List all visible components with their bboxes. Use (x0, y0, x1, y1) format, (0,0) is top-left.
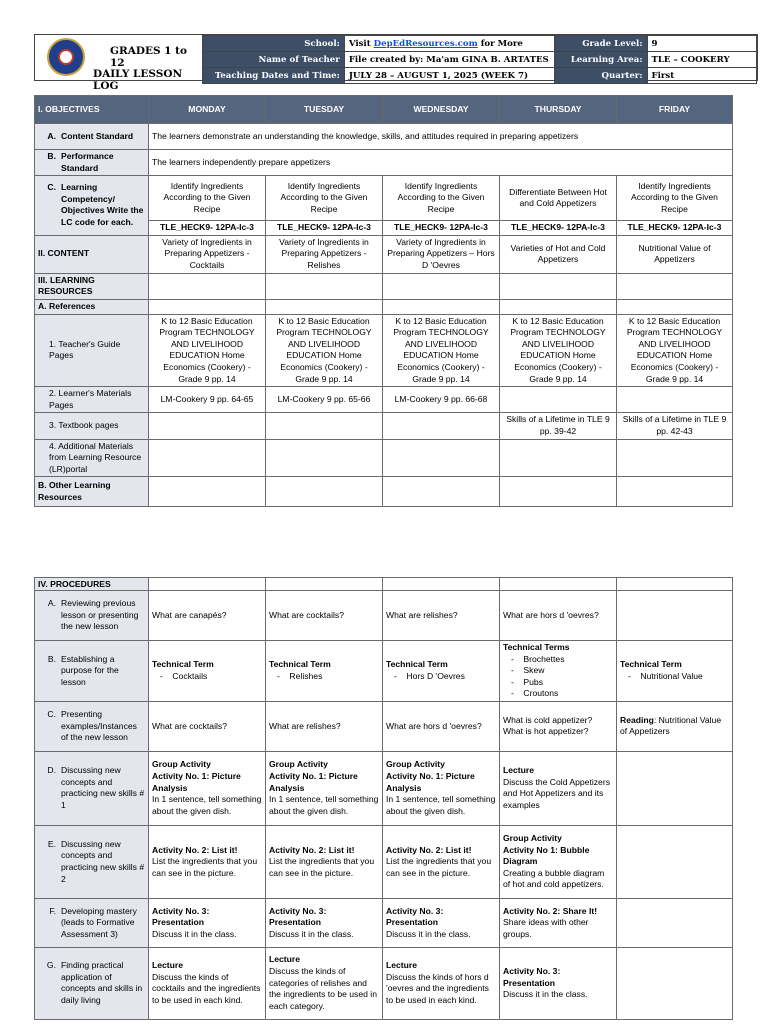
procedure-f-thu: Activity No. 2: Share It! Share ideas with other groups. (500, 898, 617, 947)
procedures-label: IV. PROCEDURES (35, 578, 149, 591)
day-tuesday: TUESDAY (266, 96, 383, 124)
dates-label: Teaching Dates and Time: (203, 68, 345, 84)
procedure-d-mon: Group Activity Activity No. 1: Picture Analysis In 1 sentence, tell something about the given dish. (149, 751, 266, 825)
textbook-pages-label: 3. Textbook pages (35, 413, 149, 439)
procedure-g-thu: Activity No. 3: Presentation Discuss it in the class. (500, 947, 617, 1019)
competency-label: C. Learning Competency/ Objectives Write the LC code for each. (35, 176, 149, 236)
textbook-fri: Skills of a Lifetime in TLE 9 pp. 42-43 (617, 413, 733, 439)
content-fri: Nutritional Value of Appetizers (617, 235, 733, 273)
procedure-b-tue: Technical Term - Relishes (266, 641, 383, 702)
lc-code-mon: TLE_HECK9- 12PA-Ic-3 (149, 221, 266, 236)
procedure-a-thu: What are hors d 'oevres? (500, 591, 617, 641)
textbook-wed (383, 413, 500, 439)
teachers-guide-tue: K to 12 Basic Education Program TECHNOLOGY AND LIVELIHOOD EDUCATION Home Economics (Cookery) - Grade 9 pp. 14 (266, 314, 383, 387)
competency-wed: Identify Ingredients According to the Given Recipe (383, 176, 500, 221)
empty-cell (617, 751, 733, 825)
teachers-guide-wed: K to 12 Basic Education Program TECHNOLOGY AND LIVELIHOOD EDUCATION Home Economics (Cookery) - Grade 9 pp. 14 (383, 314, 500, 387)
content-standard-label: A. Content Standard (35, 124, 149, 150)
teacher-value: File created by: Ma'am GINA B. ARTATES (344, 52, 554, 68)
competency-fri: Identify Ingredients According to the Given Recipe (617, 176, 733, 221)
procedure-g-mon: Lecture Discuss the kinds of cocktails and the ingredients to be used in each kind. (149, 947, 266, 1019)
competency-tue: Identify Ingredients According to the Given Recipe (266, 176, 383, 221)
empty-cell (149, 578, 266, 591)
quarter-value: First (647, 68, 757, 84)
empty-cell (383, 273, 500, 299)
procedure-d-tue: Group Activity Activity No. 1: Picture Analysis In 1 sentence, tell something about the given dish. (266, 751, 383, 825)
procedure-c-fri: Reading: Nutritional Value of Appetizers (617, 701, 733, 751)
empty-cell (383, 299, 500, 314)
procedure-b-fri: Technical Term - Nutritional Value (617, 641, 733, 702)
teachers-guide-thu: K to 12 Basic Education Program TECHNOLOGY AND LIVELIHOOD EDUCATION Home Economics (Cookery) - Grade 9 pp. 14 (500, 314, 617, 387)
procedure-c-mon: What are cocktails? (149, 701, 266, 751)
day-friday: FRIDAY (617, 96, 733, 124)
procedure-a-tue: What are cocktails? (266, 591, 383, 641)
empty-cell (500, 299, 617, 314)
procedure-e-wed: Activity No. 2: List it! List the ingredients that you can see in the picture. (383, 825, 500, 898)
school-value (344, 36, 554, 52)
procedure-a-wed: What are relishes? (383, 591, 500, 641)
learning-area-label: Learning Area: (554, 52, 647, 68)
teachers-guide-label: 1. Teacher's Guide Pages (35, 314, 149, 387)
lc-code-wed: TLE_HECK9- 12PA-Ic-3 (383, 221, 500, 236)
day-monday: MONDAY (149, 96, 266, 124)
header-title-block (35, 35, 202, 92)
procedure-a-fri (617, 591, 733, 641)
school-prefix: Visit (348, 38, 374, 49)
procedure-f-wed: Activity No. 3: Presentation Discuss it in the class. (383, 898, 500, 947)
content-standard-text: The learners demonstrate an understanding the knowledge, skills, and attitudes required in preparing appetizers (149, 124, 733, 150)
performance-standard-text: The learners independently prepare appetizers (149, 150, 733, 176)
learners-materials-mon: LM-Cookery 9 pp. 64-65 (149, 387, 266, 413)
objectives-table (34, 95, 733, 507)
lc-code-tue: TLE_HECK9- 12PA-Ic-3 (266, 221, 383, 236)
dates-value: JULY 28 – AUGUST 1, 2025 (WEEK 7) (344, 68, 554, 84)
procedure-f-label: F. Developing mastery (leads to Formative Assessment 3) (35, 898, 149, 947)
content-tue: Variety of Ingredients in Preparing Appetizers - Relishes (266, 235, 383, 273)
procedure-c-thu: What is cold appetizer? What is hot appetizer? (500, 701, 617, 751)
teachers-guide-mon: K to 12 Basic Education Program TECHNOLOGY AND LIVELIHOOD EDUCATION Home Economics (Cookery) - Grade 9 pp. 14 (149, 314, 266, 387)
empty-cell (617, 947, 733, 1019)
other-resources-label: B. Other Learning Resources (35, 477, 149, 507)
procedure-e-thu: Group Activity Activity No 1: Bubble Diagram Creating a bubble diagram of hot and cold appetizers. (500, 825, 617, 898)
lc-code-fri: TLE_HECK9- 12PA-Ic-3 (617, 221, 733, 236)
day-wednesday: WEDNESDAY (383, 96, 500, 124)
procedure-g-tue: Lecture Discuss the kinds of categories of relishes and the ingredients to be used in each category. (266, 947, 383, 1019)
teachers-guide-fri: K to 12 Basic Education Program TECHNOLOGY AND LIVELIHOOD EDUCATION Home Economics (Cookery) - Grade 9 pp. 14 (617, 314, 733, 387)
header-info-grid (202, 35, 757, 84)
empty-cell (617, 299, 733, 314)
empty-cell (149, 299, 266, 314)
header-block (34, 34, 758, 92)
procedure-a-mon: What are canapés? (149, 591, 266, 641)
depedresources-link[interactable]: DepEdResources.com (373, 38, 478, 49)
empty-cell (617, 825, 733, 898)
header-title-dll: DAILY LESSON LOG (93, 68, 183, 92)
procedure-b-mon: Technical Term - Cocktails (149, 641, 266, 702)
learners-materials-label: 2. Learner's Materials Pages (35, 387, 149, 413)
procedure-e-tue: Activity No. 2: List it! List the ingredients that you can see in the picture. (266, 825, 383, 898)
procedure-g-label: G. Finding practical application of concepts and skills in daily living (35, 947, 149, 1019)
procedure-f-tue: Activity No. 3: Presentation Discuss it in the class. (266, 898, 383, 947)
textbook-mon (149, 413, 266, 439)
procedure-e-mon: Activity No. 2: List it! List the ingredients that you can see in the picture. (149, 825, 266, 898)
textbook-tue (266, 413, 383, 439)
learners-materials-fri (617, 387, 733, 413)
empty-cell (383, 439, 500, 477)
empty-cell (266, 477, 383, 507)
day-thursday: THURSDAY (500, 96, 617, 124)
lc-code-thu: TLE_HECK9- 12PA-Ic-3 (500, 221, 617, 236)
school-suffix: for More (477, 38, 523, 49)
content-mon: Variety of Ingredients in Preparing Appetizers - Cocktails (149, 235, 266, 273)
content-thu: Varieties of Hot and Cold Appetizers (500, 235, 617, 273)
procedures-table (34, 577, 733, 1020)
procedure-f-mon: Activity No. 3: Presentation Discuss it in the class. (149, 898, 266, 947)
procedure-d-wed: Group Activity Activity No. 1: Picture Analysis In 1 sentence, tell something about the given dish. (383, 751, 500, 825)
references-label: A. References (35, 299, 149, 314)
empty-cell (266, 273, 383, 299)
empty-cell (149, 439, 266, 477)
procedure-c-label: C. Presenting examples/Instances of the new lesson (35, 701, 149, 751)
deped-seal-icon (47, 38, 85, 76)
empty-cell (500, 273, 617, 299)
grade-level-value: 9 (647, 36, 757, 52)
procedure-a-label: A. Reviewing previous lesson or presenting the new lesson (35, 591, 149, 641)
empty-cell (500, 439, 617, 477)
textbook-thu: Skills of a Lifetime in TLE 9 pp. 39-42 (500, 413, 617, 439)
learning-resources-label: III. LEARNING RESOURCES (35, 273, 149, 299)
learners-materials-thu (500, 387, 617, 413)
learners-materials-wed: LM-Cookery 9 pp. 66-68 (383, 387, 500, 413)
competency-mon: Identify Ingredients According to the Given Recipe (149, 176, 266, 221)
empty-cell (266, 439, 383, 477)
procedure-b-label: B. Establishing a purpose for the lesson (35, 641, 149, 702)
empty-cell (617, 898, 733, 947)
procedure-c-tue: What are relishes? (266, 701, 383, 751)
quarter-label: Quarter: (554, 68, 647, 84)
performance-standard-label: B. Performance Standard (35, 150, 149, 176)
procedure-e-label: E. Discussing new concepts and practicing new skills # 2 (35, 825, 149, 898)
additional-materials-label: 4. Additional Materials from Learning Resource (LR)portal (35, 439, 149, 477)
procedure-d-thu: Lecture Discuss the Cold Appetizers and Hot Appetizers and its examples (500, 751, 617, 825)
procedure-b-thu: Technical Terms - Brochettes - Skew - Pubs - Croutons (500, 641, 617, 702)
teacher-label: Name of Teacher (203, 52, 345, 68)
empty-cell (500, 477, 617, 507)
school-label: School: (203, 36, 345, 52)
empty-cell (617, 477, 733, 507)
objectives-heading: I. OBJECTIVES (35, 96, 149, 124)
procedure-d-label: D. Discussing new concepts and practicing new skills # 1 (35, 751, 149, 825)
empty-cell (617, 273, 733, 299)
content-wed: Variety of Ingredients in Preparing Appetizers – Hors D 'Oevres (383, 235, 500, 273)
empty-cell (266, 578, 383, 591)
learning-area-value: TLE – COOKERY (647, 52, 757, 68)
header-title-grades: GRADES 1 to 12 (110, 45, 188, 69)
empty-cell (149, 273, 266, 299)
procedure-c-wed: What are hors d 'oevres? (383, 701, 500, 751)
empty-cell (500, 578, 617, 591)
procedure-b-wed: Technical Term - Hors D 'Oevres (383, 641, 500, 702)
learners-materials-tue: LM-Cookery 9 pp. 65-66 (266, 387, 383, 413)
empty-cell (266, 299, 383, 314)
empty-cell (617, 439, 733, 477)
grade-level-label: Grade Level: (554, 36, 647, 52)
empty-cell (383, 477, 500, 507)
competency-thu: Differentiate Between Hot and Cold Appetizers (500, 176, 617, 221)
content-label: II. CONTENT (35, 235, 149, 273)
empty-cell (149, 477, 266, 507)
procedure-g-wed: Lecture Discuss the kinds of hors d 'oevres and the ingredients to be used in each kind. (383, 947, 500, 1019)
empty-cell (383, 578, 500, 591)
empty-cell (617, 578, 733, 591)
